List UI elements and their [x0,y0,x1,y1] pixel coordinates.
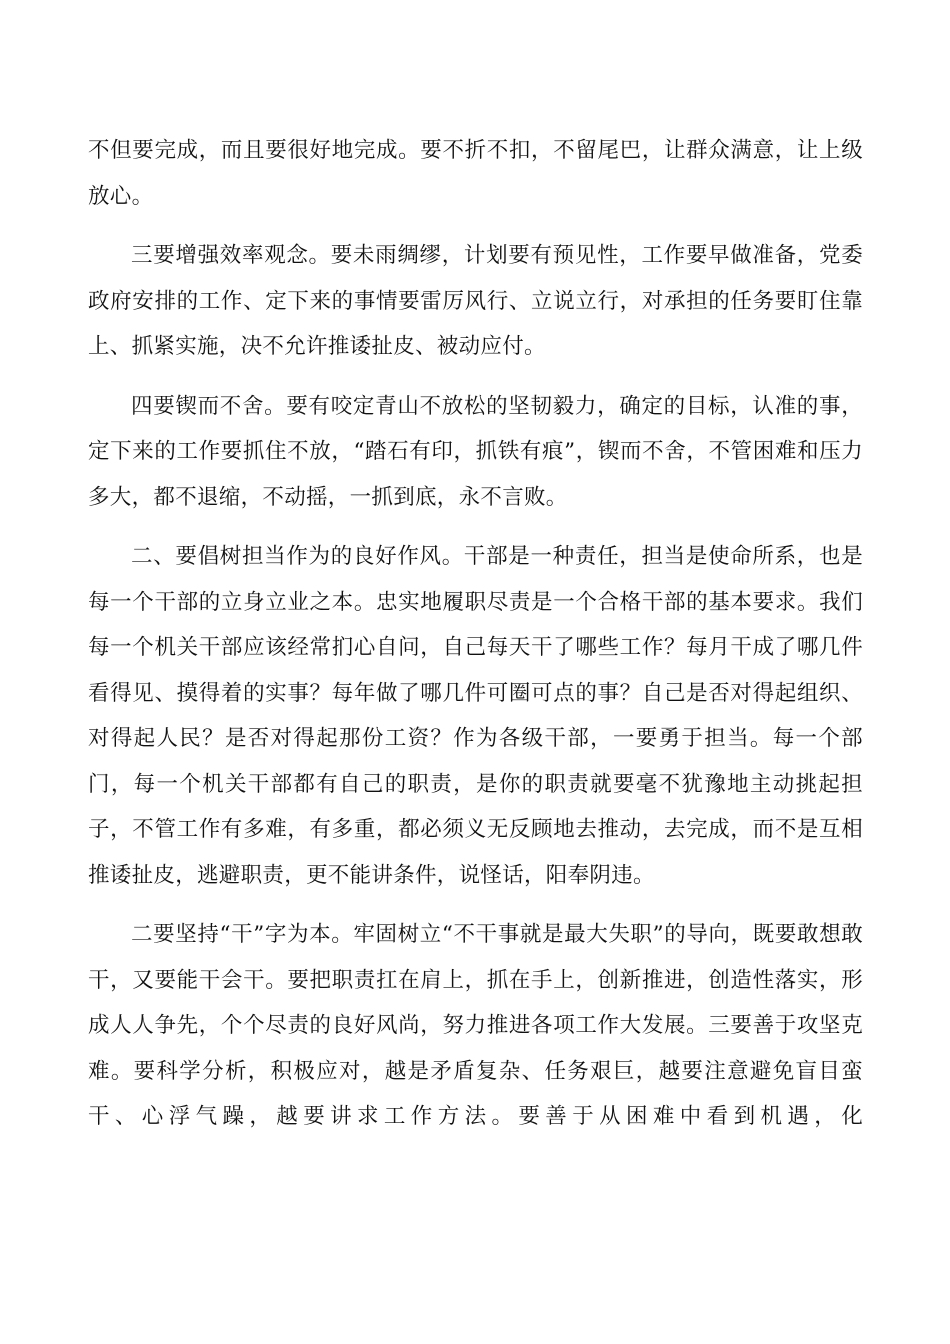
paragraph-4: 二、要倡树担当作为的良好作风。干部是一种责任，担当是使命所系，也是每一个干部的立身立业之本。忠实地履职尽责是一个合格干部的基本要求。我们每一个机关干部应该经常扪心自问，自己每天干了哪些工作？每月干成了哪几件看得见、摸得着的实事？每年做了哪几件可圈可点的事？自己是否对得起组织、对得起人民？是否对得起那份工资？作为各级干部，一要勇于担当。每一个部门，每一个机关干部都有自己的职责，是你的职责就要毫不犹豫地主动挑起担子，不管工作有多难，有多重，都必须义无反顾地去推动，去完成，而不是互相推诿扯皮，逃避职责，更不能讲条件，说怪话，阳奉阴违。 [88,544,863,888]
document-page [88,128,863,1154]
paragraph-3: 四要锲而不舍。要有咬定青山不放松的坚韧毅力，确定的目标，认准的事，定下来的工作要抓住不放，“踏石有印，抓铁有痕”，锲而不舍，不管困难和压力多大，都不退缩，不动摇，一抓到底，永不言败。 [88,393,863,510]
paragraph-5: 二要坚持“干”字为本。牢固树立“不干事就是最大失职”的导向，既要敢想敢干，又要能干会干。要把职责扛在肩上，抓在手上，创新推进，创造性落实，形成人人争先，个个尽责的良好风尚，努力推进各项工作大发展。三要善于攻坚克难。要科学分析，积极应对，越是矛盾复杂、任务艰巨，越要注意避免盲目蛮干、心浮气躁，越要讲求工作方法。要善于从困难中看到机遇，化 [88,922,863,1129]
paragraph-1: 不但要完成，而且要很好地完成。要不折不扣，不留尾巴，让群众满意，让上级放心。 [88,138,863,209]
paragraph-2: 三要增强效率观念。要未雨绸缪，计划要有预见性，工作要早做准备，党委政府安排的工作、定下来的事情要雷厉风行、立说立行，对承担的任务要盯住靠上、抓紧实施，决不允许推诿扯皮、被动应付。 [88,243,863,359]
